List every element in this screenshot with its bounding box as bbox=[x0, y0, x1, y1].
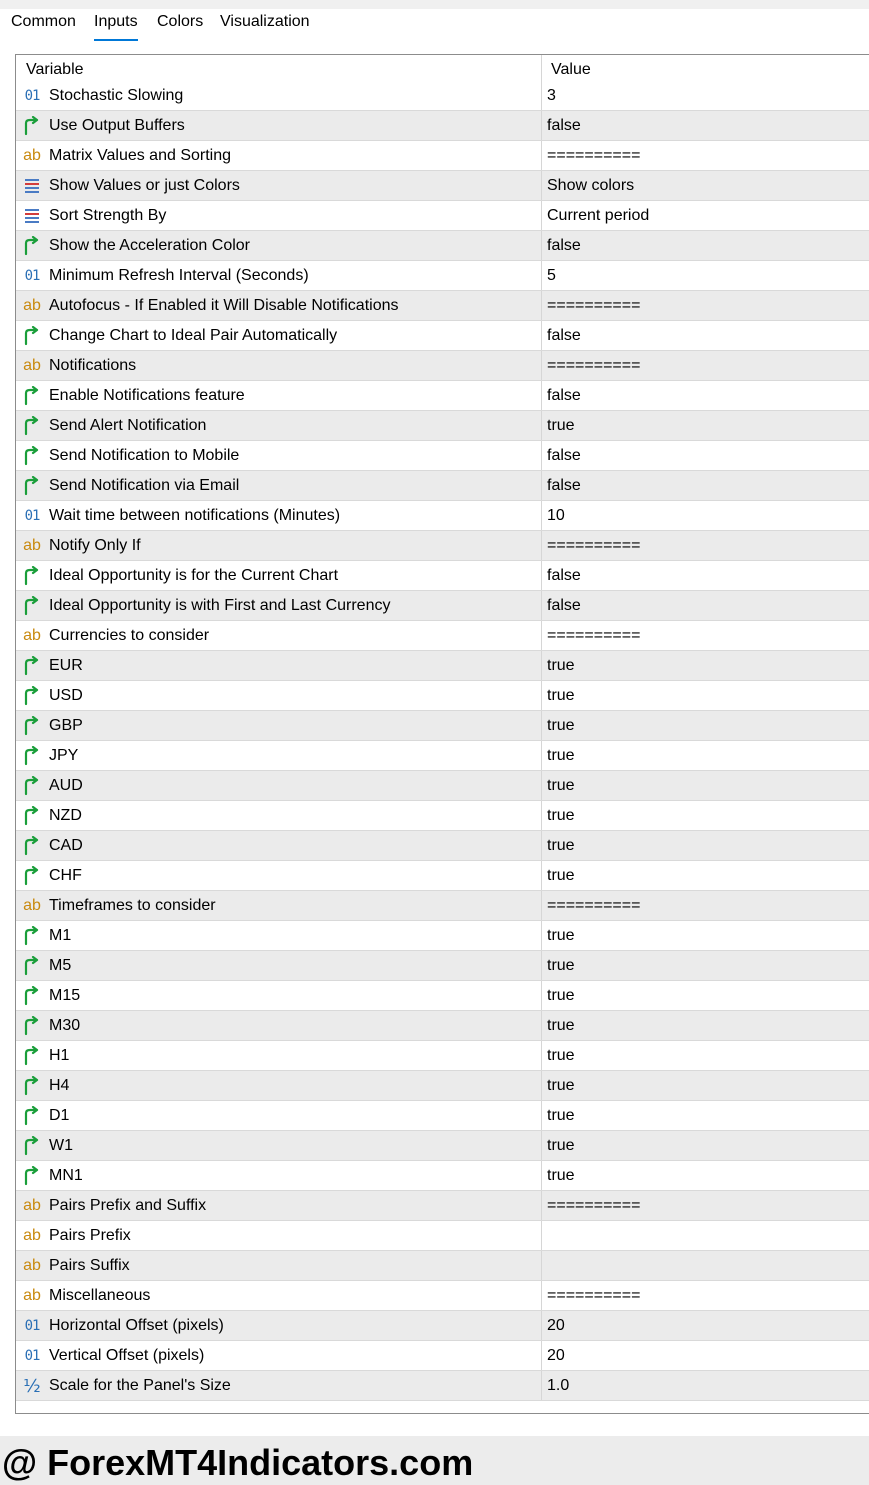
variable-name: NZD bbox=[49, 807, 82, 824]
watermark-banner bbox=[0, 1436, 869, 1485]
value-cell[interactable]: false bbox=[547, 327, 581, 344]
variable-name: Currencies to consider bbox=[49, 627, 210, 644]
value-cell[interactable]: true bbox=[547, 1137, 575, 1154]
table-row[interactable] bbox=[16, 351, 869, 381]
table-row[interactable] bbox=[16, 1101, 869, 1131]
cell-divider bbox=[541, 201, 542, 230]
variable-name: Vertical Offset (pixels) bbox=[49, 1347, 205, 1364]
boolean-type-icon bbox=[21, 595, 43, 617]
tab-colors[interactable]: Colors bbox=[157, 13, 204, 30]
table-row[interactable] bbox=[16, 141, 869, 171]
variable-name: Show Values or just Colors bbox=[49, 177, 240, 194]
table-row[interactable] bbox=[16, 1041, 869, 1071]
value-cell[interactable]: false bbox=[547, 597, 581, 614]
table-row[interactable] bbox=[16, 441, 869, 471]
variable-name: M30 bbox=[49, 1017, 81, 1034]
cell-divider bbox=[541, 771, 542, 800]
value-cell[interactable]: ========== bbox=[547, 147, 641, 164]
value-cell[interactable]: true bbox=[547, 747, 575, 764]
variable-name: CHF bbox=[49, 867, 82, 884]
boolean-type-icon bbox=[21, 235, 43, 257]
variable-name: Wait time between notifications (Minutes) bbox=[49, 507, 341, 524]
column-header-variable[interactable]: Variable bbox=[26, 61, 84, 78]
value-cell[interactable]: true bbox=[547, 1047, 575, 1064]
value-cell[interactable]: true bbox=[547, 927, 575, 944]
value-cell[interactable]: ========== bbox=[547, 1287, 641, 1304]
string-type-icon: ab bbox=[23, 357, 41, 374]
integer-type-icon: 01 bbox=[24, 1318, 40, 1334]
cell-divider bbox=[541, 321, 542, 350]
value-cell[interactable]: true bbox=[547, 417, 575, 434]
watermark-text: @ ForexMT4Indicators.com bbox=[2, 1442, 474, 1483]
variable-name: Pairs Suffix bbox=[49, 1257, 130, 1274]
string-type-icon: ab bbox=[23, 147, 41, 164]
cell-divider bbox=[541, 231, 542, 260]
table-row[interactable] bbox=[16, 201, 869, 231]
string-type-icon: ab bbox=[23, 537, 41, 554]
table-row[interactable] bbox=[16, 321, 869, 351]
cell-divider bbox=[541, 651, 542, 680]
cell-divider bbox=[541, 1071, 542, 1100]
value-cell[interactable]: true bbox=[547, 807, 575, 824]
variable-name: M1 bbox=[49, 927, 72, 944]
table-row[interactable] bbox=[16, 111, 869, 141]
enum-type-icon bbox=[21, 175, 43, 197]
table-row[interactable] bbox=[16, 411, 869, 441]
boolean-type-icon bbox=[21, 1105, 43, 1127]
value-cell[interactable]: 20 bbox=[547, 1347, 565, 1364]
variable-name: Enable Notifications feature bbox=[49, 387, 245, 404]
variable-name: Scale for the Panel's Size bbox=[49, 1377, 231, 1394]
variable-name: Pairs Prefix and Suffix bbox=[49, 1197, 207, 1214]
cell-divider bbox=[541, 741, 542, 770]
column-divider[interactable] bbox=[541, 55, 542, 83]
variable-name: H1 bbox=[49, 1047, 70, 1064]
string-type-icon: ab bbox=[23, 1227, 41, 1244]
value-cell[interactable]: true bbox=[547, 1107, 575, 1124]
table-row[interactable] bbox=[16, 801, 869, 831]
grid-rows bbox=[16, 81, 869, 1401]
cell-divider bbox=[541, 591, 542, 620]
value-cell[interactable]: ========== bbox=[547, 1197, 641, 1214]
value-cell[interactable]: 3 bbox=[547, 87, 556, 104]
table-row[interactable] bbox=[16, 1251, 869, 1281]
cell-divider bbox=[541, 1161, 542, 1190]
double-type-icon: ½ bbox=[23, 1375, 41, 1397]
variable-name: Send Alert Notification bbox=[49, 417, 207, 434]
value-cell[interactable]: 10 bbox=[547, 507, 565, 524]
value-cell[interactable]: true bbox=[547, 717, 575, 734]
boolean-type-icon bbox=[21, 1165, 43, 1187]
cell-divider bbox=[541, 381, 542, 410]
variable-name: Stochastic Slowing bbox=[49, 87, 184, 104]
grid-header bbox=[16, 55, 869, 83]
boolean-type-icon bbox=[21, 115, 43, 137]
boolean-type-icon bbox=[21, 385, 43, 407]
value-cell[interactable]: false bbox=[547, 447, 581, 464]
value-cell[interactable]: true bbox=[547, 837, 575, 854]
variable-name: CAD bbox=[49, 837, 83, 854]
variable-name: Autofocus - If Enabled it Will Disable Notifications bbox=[49, 297, 399, 314]
value-cell[interactable]: 1.0 bbox=[547, 1377, 570, 1394]
cell-divider bbox=[541, 1341, 542, 1370]
table-row[interactable] bbox=[16, 1221, 869, 1251]
variable-name: M15 bbox=[49, 987, 81, 1004]
table-row[interactable] bbox=[16, 861, 869, 891]
cell-divider bbox=[541, 681, 542, 710]
variable-name: Show the Acceleration Color bbox=[49, 237, 250, 254]
table-row[interactable] bbox=[16, 831, 869, 861]
value-cell[interactable]: 20 bbox=[547, 1317, 565, 1334]
value-cell[interactable]: true bbox=[547, 1167, 575, 1184]
table-row[interactable] bbox=[16, 981, 869, 1011]
cell-divider bbox=[541, 951, 542, 980]
table-row[interactable] bbox=[16, 1161, 869, 1191]
boolean-type-icon bbox=[21, 565, 43, 587]
table-row[interactable] bbox=[16, 711, 869, 741]
table-row[interactable] bbox=[16, 171, 869, 201]
enum-type-icon bbox=[21, 205, 43, 227]
variable-name: Send Notification via Email bbox=[49, 477, 240, 494]
value-cell[interactable]: ========== bbox=[547, 627, 641, 644]
variable-name: Timeframes to consider bbox=[49, 897, 216, 914]
value-cell[interactable]: ========== bbox=[547, 897, 641, 914]
boolean-type-icon bbox=[21, 655, 43, 677]
value-cell[interactable]: true bbox=[547, 1017, 575, 1034]
string-type-icon: ab bbox=[23, 297, 41, 314]
value-cell[interactable]: true bbox=[547, 1077, 575, 1094]
column-header-value[interactable]: Value bbox=[551, 61, 591, 78]
table-row[interactable] bbox=[16, 741, 869, 771]
table-row[interactable] bbox=[16, 231, 869, 261]
cell-divider bbox=[541, 171, 542, 200]
tab-inputs[interactable]: Inputs bbox=[94, 13, 138, 41]
string-type-icon: ab bbox=[23, 1197, 41, 1214]
cell-divider bbox=[541, 501, 542, 530]
integer-type-icon: 01 bbox=[24, 88, 40, 104]
inputs-grid bbox=[15, 54, 869, 1414]
boolean-type-icon bbox=[21, 475, 43, 497]
value-cell[interactable]: false bbox=[547, 387, 581, 404]
boolean-type-icon bbox=[21, 805, 43, 827]
variable-name: Use Output Buffers bbox=[49, 117, 185, 134]
value-cell[interactable]: true bbox=[547, 777, 575, 794]
boolean-type-icon bbox=[21, 1045, 43, 1067]
string-type-icon: ab bbox=[23, 897, 41, 914]
tab-bar bbox=[0, 9, 869, 43]
table-row[interactable] bbox=[16, 1311, 869, 1341]
cell-divider bbox=[541, 411, 542, 440]
variable-name: Miscellaneous bbox=[49, 1287, 151, 1304]
boolean-type-icon bbox=[21, 745, 43, 767]
boolean-type-icon bbox=[21, 1075, 43, 1097]
cell-divider bbox=[541, 1011, 542, 1040]
variable-name: D1 bbox=[49, 1107, 70, 1124]
cell-divider bbox=[541, 1221, 542, 1250]
value-cell[interactable]: true bbox=[547, 987, 575, 1004]
cell-divider bbox=[541, 471, 542, 500]
table-row[interactable] bbox=[16, 471, 869, 501]
boolean-type-icon bbox=[21, 985, 43, 1007]
boolean-type-icon bbox=[21, 955, 43, 977]
variable-name: Notifications bbox=[49, 357, 137, 374]
cell-divider bbox=[541, 1251, 542, 1280]
variable-name: AUD bbox=[49, 777, 83, 794]
variable-name: H4 bbox=[49, 1077, 70, 1094]
boolean-type-icon bbox=[21, 1135, 43, 1157]
cell-divider bbox=[541, 831, 542, 860]
variable-name: GBP bbox=[49, 717, 83, 734]
string-type-icon: ab bbox=[23, 627, 41, 644]
cell-divider bbox=[541, 1281, 542, 1310]
variable-name: Horizontal Offset (pixels) bbox=[49, 1317, 224, 1334]
cell-divider bbox=[541, 1311, 542, 1340]
value-cell[interactable]: false bbox=[547, 477, 581, 494]
cell-divider bbox=[541, 801, 542, 830]
value-cell[interactable]: false bbox=[547, 117, 581, 134]
table-row[interactable] bbox=[16, 951, 869, 981]
cell-divider bbox=[541, 981, 542, 1010]
value-cell[interactable]: true bbox=[547, 867, 575, 884]
table-row[interactable] bbox=[16, 531, 869, 561]
variable-name: MN1 bbox=[49, 1167, 83, 1184]
value-cell[interactable]: true bbox=[547, 687, 575, 704]
boolean-type-icon bbox=[21, 865, 43, 887]
cell-divider bbox=[541, 441, 542, 470]
cell-divider bbox=[541, 891, 542, 920]
value-cell[interactable]: Show colors bbox=[547, 177, 635, 194]
variable-name: Sort Strength By bbox=[49, 207, 167, 224]
table-row[interactable] bbox=[16, 1371, 869, 1401]
value-cell[interactable]: false bbox=[547, 567, 581, 584]
cell-divider bbox=[541, 111, 542, 140]
boolean-type-icon bbox=[21, 775, 43, 797]
window-top-strip bbox=[0, 0, 869, 9]
table-row[interactable] bbox=[16, 1131, 869, 1161]
cell-divider bbox=[541, 531, 542, 560]
value-cell[interactable]: ========== bbox=[547, 537, 641, 554]
cell-divider bbox=[541, 861, 542, 890]
value-cell[interactable]: true bbox=[547, 957, 575, 974]
table-row[interactable] bbox=[16, 291, 869, 321]
boolean-type-icon bbox=[21, 325, 43, 347]
integer-type-icon: 01 bbox=[24, 508, 40, 524]
cell-divider bbox=[541, 921, 542, 950]
variable-name: Notify Only If bbox=[49, 537, 141, 554]
boolean-type-icon bbox=[21, 715, 43, 737]
table-row[interactable] bbox=[16, 681, 869, 711]
table-row[interactable] bbox=[16, 1341, 869, 1371]
table-row[interactable] bbox=[16, 921, 869, 951]
table-row[interactable] bbox=[16, 771, 869, 801]
table-row[interactable] bbox=[16, 561, 869, 591]
table-row[interactable] bbox=[16, 1191, 869, 1221]
integer-type-icon: 01 bbox=[24, 268, 40, 284]
variable-name: Ideal Opportunity is with First and Last Currency bbox=[49, 597, 391, 614]
table-row[interactable] bbox=[16, 651, 869, 681]
tab-visualization[interactable]: Visualization bbox=[220, 13, 310, 30]
cell-divider bbox=[541, 711, 542, 740]
boolean-type-icon bbox=[21, 835, 43, 857]
cell-divider bbox=[541, 1371, 542, 1400]
variable-name: Pairs Prefix bbox=[49, 1227, 131, 1244]
boolean-type-icon bbox=[21, 925, 43, 947]
table-row[interactable] bbox=[16, 1281, 869, 1311]
value-cell[interactable]: Current period bbox=[547, 207, 650, 224]
cell-divider bbox=[541, 351, 542, 380]
cell-divider bbox=[541, 621, 542, 650]
value-cell[interactable]: ========== bbox=[547, 357, 641, 374]
variable-name: EUR bbox=[49, 657, 83, 674]
variable-name: USD bbox=[49, 687, 83, 704]
string-type-icon: ab bbox=[23, 1257, 41, 1274]
value-cell[interactable]: ========== bbox=[547, 297, 641, 314]
string-type-icon: ab bbox=[23, 1287, 41, 1304]
table-row[interactable] bbox=[16, 1011, 869, 1041]
cell-divider bbox=[541, 1041, 542, 1070]
variable-name: M5 bbox=[49, 957, 72, 974]
cell-divider bbox=[541, 1191, 542, 1220]
variable-name: Minimum Refresh Interval (Seconds) bbox=[49, 267, 309, 284]
cell-divider bbox=[541, 561, 542, 590]
integer-type-icon: 01 bbox=[24, 1348, 40, 1364]
boolean-type-icon bbox=[21, 685, 43, 707]
variable-name: Send Notification to Mobile bbox=[49, 447, 240, 464]
table-row[interactable] bbox=[16, 81, 869, 111]
tab-common[interactable]: Common bbox=[11, 13, 76, 30]
table-row[interactable] bbox=[16, 261, 869, 291]
table-row[interactable] bbox=[16, 591, 869, 621]
variable-name: JPY bbox=[49, 747, 79, 764]
value-cell[interactable]: false bbox=[547, 237, 581, 254]
value-cell[interactable]: 5 bbox=[547, 267, 556, 284]
variable-name: Ideal Opportunity is for the Current Chart bbox=[49, 567, 339, 584]
table-row[interactable] bbox=[16, 891, 869, 921]
boolean-type-icon bbox=[21, 445, 43, 467]
table-row[interactable] bbox=[16, 381, 869, 411]
table-row[interactable] bbox=[16, 621, 869, 651]
cell-divider bbox=[541, 261, 542, 290]
cell-divider bbox=[541, 81, 542, 110]
variable-name: Matrix Values and Sorting bbox=[49, 147, 232, 164]
cell-divider bbox=[541, 291, 542, 320]
value-cell[interactable]: true bbox=[547, 657, 575, 674]
table-row[interactable] bbox=[16, 501, 869, 531]
cell-divider bbox=[541, 1131, 542, 1160]
cell-divider bbox=[541, 1101, 542, 1130]
variable-name: Change Chart to Ideal Pair Automatically bbox=[49, 327, 338, 344]
boolean-type-icon bbox=[21, 415, 43, 437]
variable-name: W1 bbox=[49, 1137, 73, 1154]
table-row[interactable] bbox=[16, 1071, 869, 1101]
cell-divider bbox=[541, 141, 542, 170]
boolean-type-icon bbox=[21, 1015, 43, 1037]
